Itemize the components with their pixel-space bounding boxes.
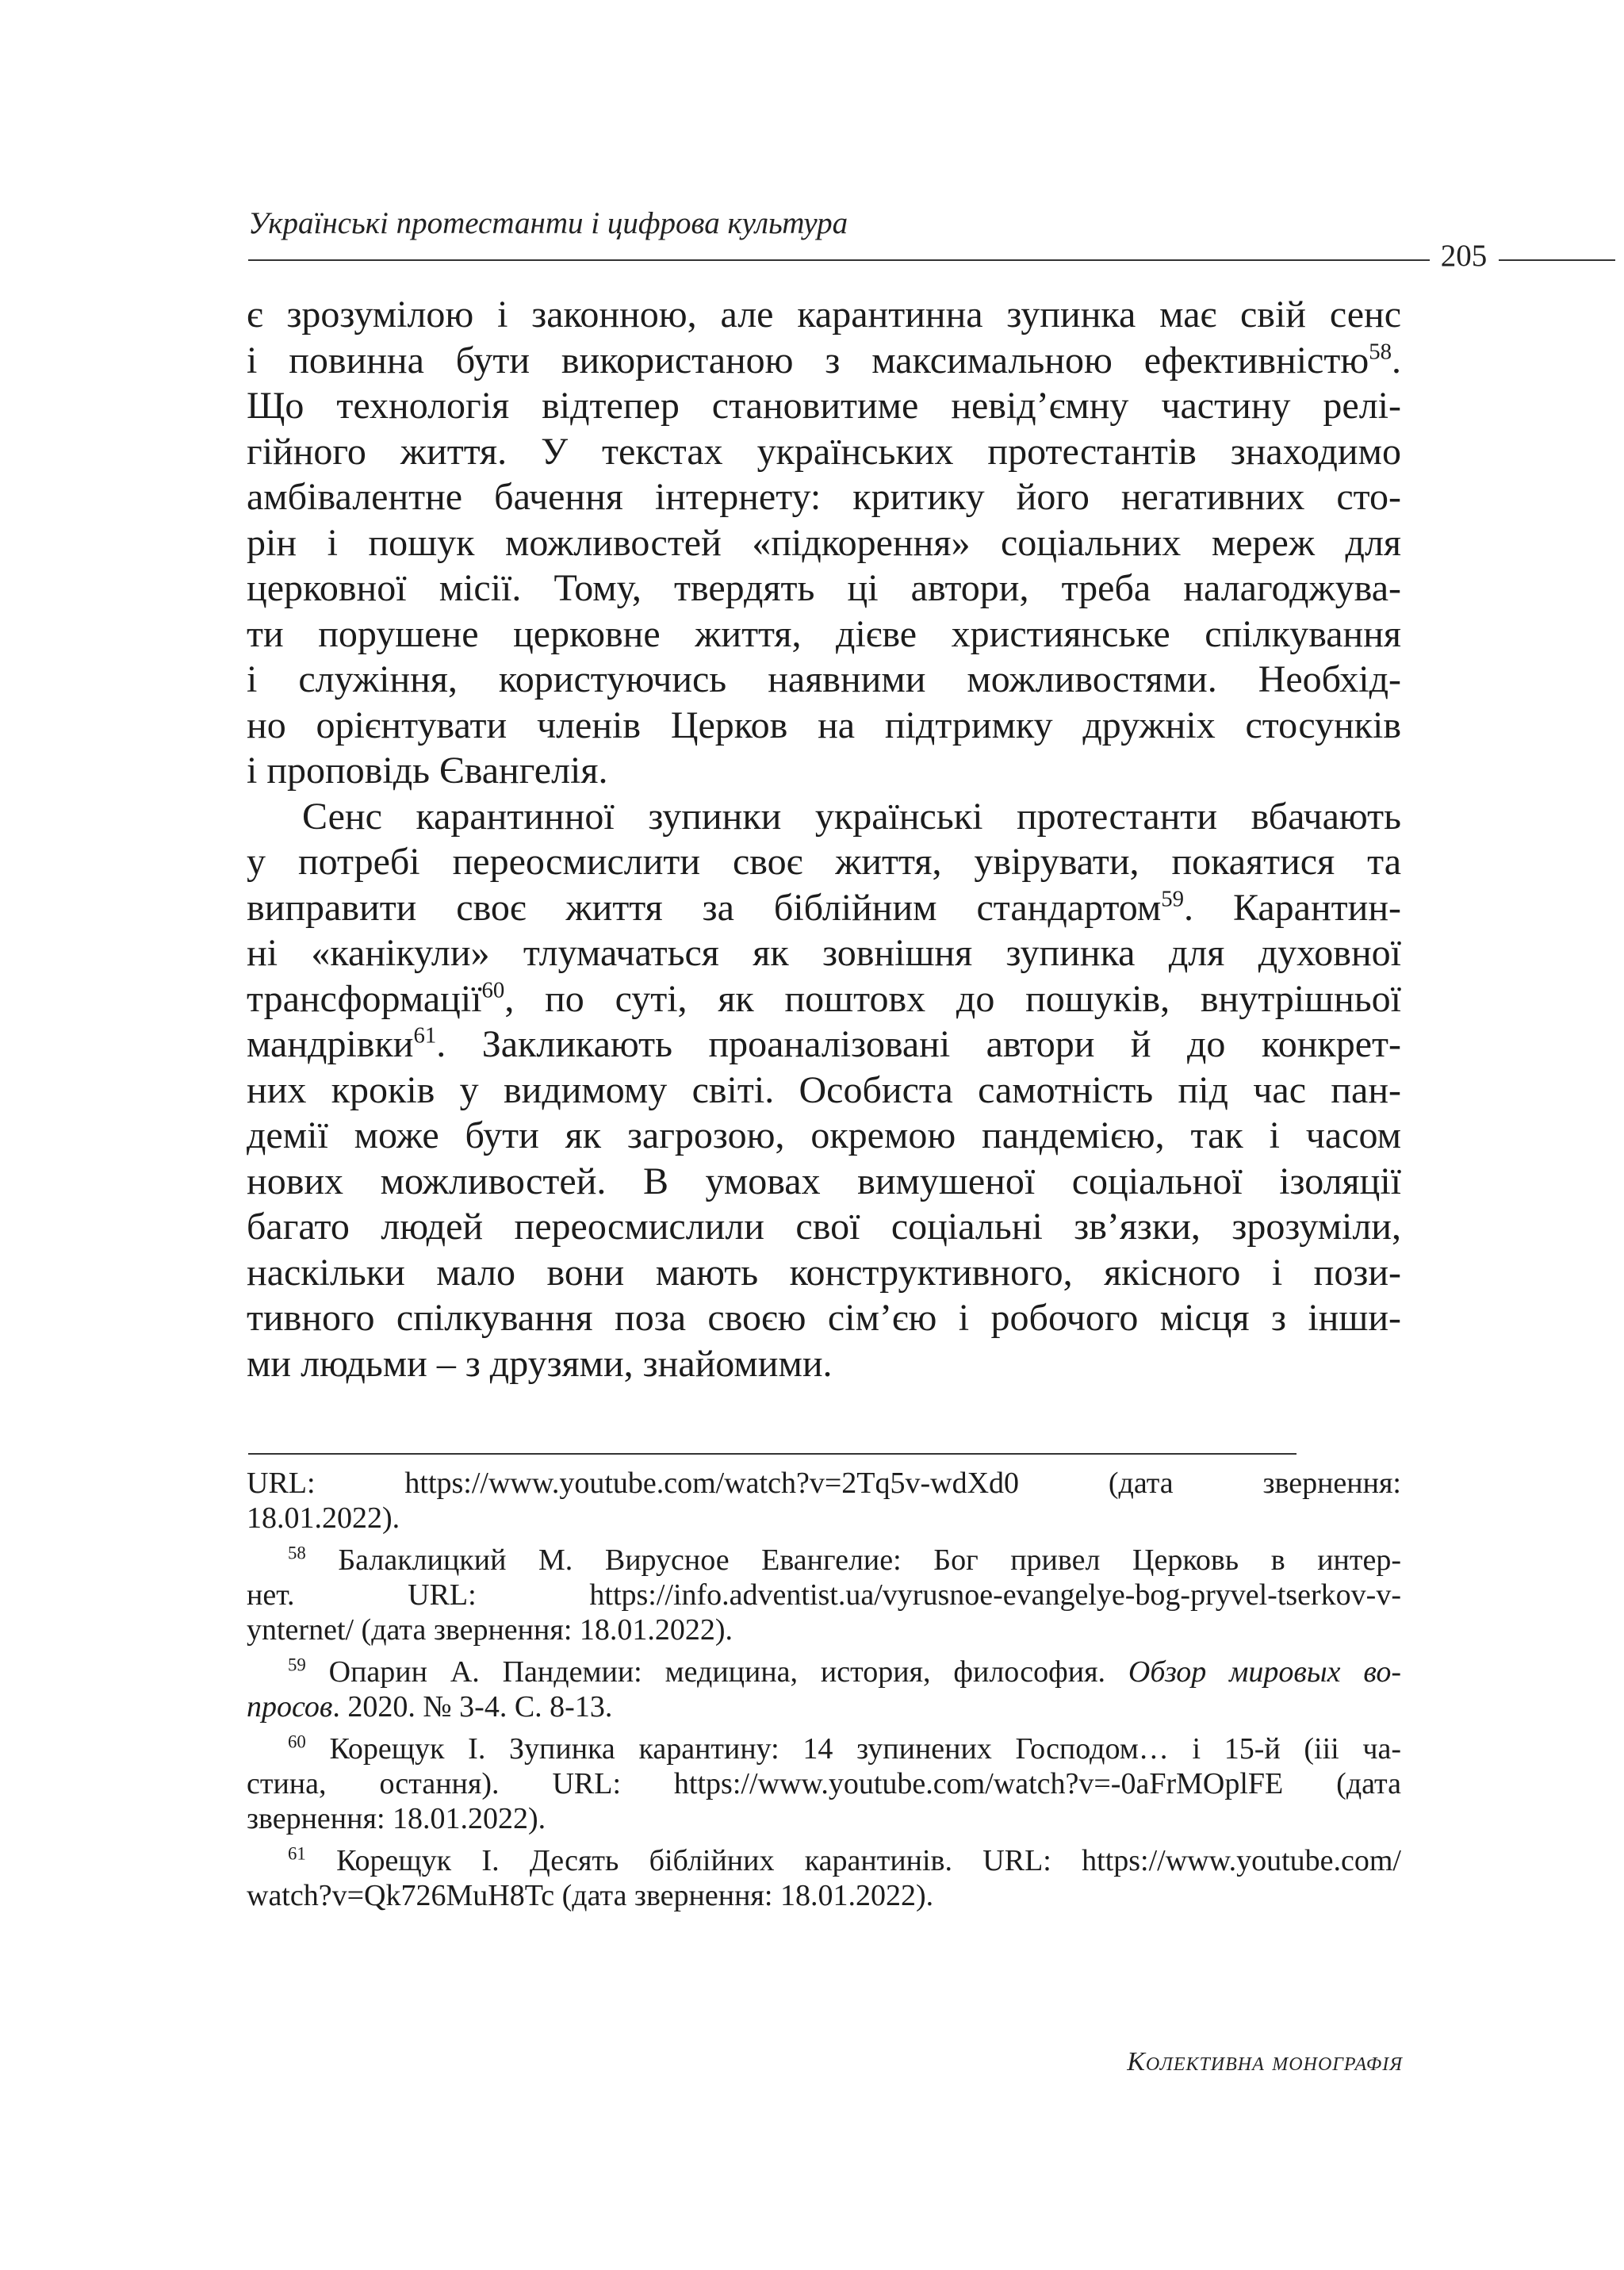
footnotes [247,1466,1401,1913]
footnote-ref-59[interactable]: 59 [1161,886,1185,912]
header-rule [248,259,1430,261]
text-line: амбівалентне бачення інтернету: критику його негативних сто- [247,476,1401,518]
footnote-line: стина, остання). URL: https://www.youtube.com/watch?v=-0aFrMOplFE (дата [247,1767,1401,1800]
footnote-ref-60[interactable]: 60 [481,977,505,1003]
footnote-60 [247,1731,1401,1836]
text-line: ти порушене церковне життя, дієве християнське спілкування [247,612,1401,655]
footnote-number: 61 [288,1843,306,1864]
text-line: і проповідь Євангелія. [247,750,608,792]
footnote-line: ynternet/ (дата звернення: 18.01.2022). [247,1613,733,1647]
footnote-ref-58[interactable]: 58 [1369,339,1392,365]
running-header-title: Українські протестанти і цифрова культура [248,206,848,240]
text-line: Сенс карантинної зупинки українські протестанти вбачають [302,795,1401,838]
footnote-number: 58 [288,1543,306,1563]
text-line: Що технологія відтепер становитиме невід’ємну частину релі- [247,385,1401,427]
footnote-line: 18.01.2022). [247,1501,400,1535]
text-line: рін і пошук можливостей «підкорення» соціальних мереж для [247,521,1401,564]
footnote-number: 60 [288,1731,306,1752]
text-line: мандрівки$^{61}$. Закликають проаналізовані автори й до конкрет- [247,1022,1401,1065]
text-line: гійного життя. У текстах українських протестантів знаходимо [247,430,1401,473]
footnote-line: URL: https://www.youtube.com/watch?v=2Tq5v-wdXd0 (дата звернення: [247,1467,1401,1500]
text-line: тивного спілкування поза своєю сім’єю і робочого місця з інши- [247,1297,1401,1339]
text-line: і служіння, користуючись наявними можливостями. Необхід- [247,658,1401,700]
footnote-line: звернення: 18.01.2022). [247,1802,546,1835]
text-line: демії може бути як загрозою, окремою пандемією, так і часом [247,1114,1401,1156]
footnote-continuation [247,1466,1401,1536]
footer-label: Колективна монографія [1127,2047,1403,2076]
footnote-line: просов. 2020. № 3-4. С. 8-13. [247,1690,613,1724]
body-text [247,292,1401,1386]
text-line: і повинна бути використаною з максимальною ефективністю$^{58}$. [247,339,1401,382]
text-line: у потребі переосмислити своє життя, увірувати, покаятися та [247,841,1401,883]
text-line: ми людьми – з друзями, знайомими. [247,1342,833,1385]
footnote-line: watch?v=Qk726MuH8Tc (дата звернення: 18.01.2022). [247,1879,934,1912]
text-line: ні «канікули» тлумачаться як зовнішня зупинка для духовної [247,932,1401,974]
page-number: 205 [1440,239,1488,273]
footnote-separator [248,1453,1297,1455]
text-line: виправити своє життя за біблійним стандартом$^{59}$. Карантин- [247,886,1401,929]
footnote-line: $^{59}$ Опарин А. Пандемии: медицина, история, философия. Обзор мировых во- [288,1655,1401,1689]
text-line: є зрозумілою і законною, але карантинна зупинка має свій сенс [247,293,1401,336]
footnote-line: $^{61}$ Корещук І. Десять біблійних карантинів. URL: https://www.youtube.com/ [288,1843,1401,1877]
footnote-58 [247,1543,1401,1647]
text-line: нових можливостей. В умовах вимушеної соціальної ізоляції [247,1160,1401,1202]
text-line: трансформації$^{60}$, по суті, як поштовх до пошуків, внутрішньої [247,977,1401,1020]
text-line: наскільки мало вони мають конструктивного, якісного і пози- [247,1251,1401,1294]
footnote-59 [247,1655,1401,1724]
header-rule-right [1499,259,1615,261]
text-line: багато людей переосмислили свої соціальні зв’язки, зрозуміли, [247,1206,1401,1248]
text-line: но орієнтувати членів Церков на підтримку дружніх стосунків [247,704,1401,746]
text-line: церковної місії. Тому, твердять ці автори, треба налагоджува- [247,567,1401,609]
footnote-number: 59 [288,1655,306,1675]
text-line: них кроків у видимому світі. Особиста самотність під час пан- [247,1068,1401,1111]
footnote-line: $^{60}$ Корещук І. Зупинка карантину: 14 зупинених Господом… і 15-й (ііі ча- [288,1731,1401,1766]
footnote-line: $^{58}$ Балаклицкий М. Вирусное Евангелие: Бог привел Церковь в интер- [288,1543,1401,1577]
footnote-ref-61[interactable]: 61 [413,1022,437,1049]
footnote-61 [247,1843,1401,1913]
footnote-line: нет. URL: https://info.adventist.ua/vyrusnoe-evangelye-bog-pryvel-tserkov-v- [247,1578,1401,1612]
